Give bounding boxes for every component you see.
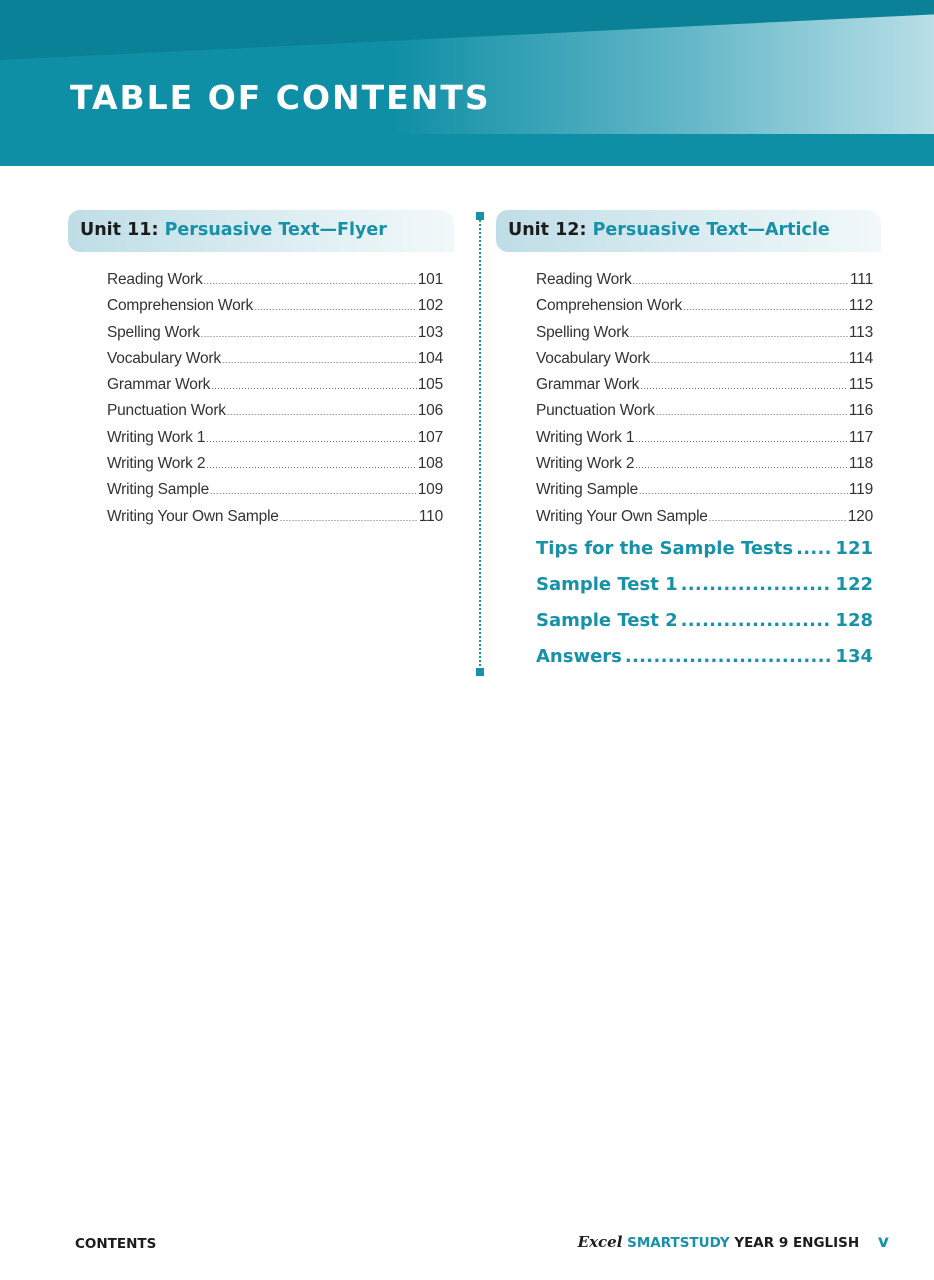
toc-entry-page: 120 <box>847 507 873 525</box>
toc-leader-dots <box>709 513 847 523</box>
toc-entry-label: Grammar Work <box>536 376 640 394</box>
toc-entry-page: 119 <box>848 481 873 499</box>
toc-entry <box>536 646 873 682</box>
toc-leader-dots <box>625 646 833 667</box>
toc-entry <box>536 508 873 534</box>
toc-entry-label: Comprehension Work <box>107 297 254 315</box>
toc-entry-label: Writing Sample <box>536 481 639 499</box>
unit-11-toc-list <box>107 271 443 534</box>
toc-leader-dots <box>633 276 850 286</box>
toc-entry <box>536 481 873 507</box>
toc-entry <box>107 324 443 350</box>
header-banner <box>0 0 934 166</box>
toc-entry-label: Grammar Work <box>107 376 211 394</box>
toc-entry <box>536 376 873 402</box>
unit-12-label: Unit 12: <box>508 220 587 240</box>
toc-entry <box>536 402 873 428</box>
toc-entry-label: Writing Work 2 <box>536 455 635 473</box>
toc-entry <box>536 350 873 376</box>
toc-leader-dots <box>683 302 848 312</box>
toc-entry-label: Comprehension Work <box>536 297 683 315</box>
toc-entry <box>107 402 443 428</box>
toc-leader-dots <box>635 434 848 444</box>
toc-entry-page: 116 <box>848 402 873 420</box>
toc-leader-dots <box>206 434 416 444</box>
toc-entry-label: Sample Test 1 <box>536 574 678 595</box>
toc-leader-dots <box>210 486 417 496</box>
toc-entry-label: Punctuation Work <box>536 402 655 420</box>
toc-entry <box>536 538 873 574</box>
toc-entry-page: 106 <box>417 402 443 420</box>
toc-entry-page: 121 <box>835 538 873 559</box>
toc-entry <box>536 455 873 481</box>
unit-12-toc-list <box>536 271 873 534</box>
toc-entry-page: 115 <box>848 376 873 394</box>
toc-leader-dots <box>201 329 417 339</box>
footer-book-title: YEAR 9 ENGLISH <box>734 1235 860 1251</box>
toc-entry <box>536 271 873 297</box>
footer-brand: Excel <box>577 1233 623 1251</box>
toc-entry-label: Reading Work <box>536 271 632 288</box>
toc-entry-label: Sample Test 2 <box>536 610 678 631</box>
toc-entry-page: 118 <box>848 455 873 473</box>
toc-entry-page: 107 <box>417 428 443 446</box>
unit-11-label: Unit 11: <box>80 220 159 240</box>
toc-entry <box>107 481 443 507</box>
toc-entry-label: Writing Work 1 <box>107 428 206 446</box>
column-divider <box>479 216 481 670</box>
toc-leader-dots <box>656 407 848 417</box>
toc-entry-label: Writing Your Own Sample <box>536 507 708 525</box>
footer-book-info <box>578 1232 889 1252</box>
toc-entry-page: 114 <box>848 349 873 367</box>
toc-entry-page: 109 <box>417 481 443 499</box>
toc-leader-dots <box>206 460 416 470</box>
toc-entry <box>536 610 873 646</box>
toc-entry-label: Vocabulary Work <box>107 349 221 367</box>
toc-entry <box>107 376 443 402</box>
toc-entry-page: 102 <box>417 297 443 315</box>
toc-entry <box>107 271 443 297</box>
divider-cap-bottom <box>476 668 484 676</box>
toc-entry <box>536 429 873 455</box>
toc-leader-dots <box>796 538 832 559</box>
toc-leader-dots <box>639 486 848 496</box>
toc-entry-page: 105 <box>417 376 443 394</box>
toc-entry-page: 104 <box>417 349 443 367</box>
unit-12-heading <box>496 210 881 252</box>
toc-leader-dots <box>630 329 848 339</box>
toc-entry <box>536 324 873 350</box>
toc-leader-dots <box>222 355 417 365</box>
toc-leader-dots <box>681 610 833 631</box>
toc-entry-page: 103 <box>417 323 443 341</box>
toc-entry-page: 112 <box>848 297 873 315</box>
toc-leader-dots <box>211 381 417 391</box>
unit-12-title: Persuasive Text—Article <box>592 220 830 240</box>
extras-toc-list <box>536 538 873 682</box>
toc-entry-label: Writing Sample <box>107 481 210 499</box>
toc-entry-label: Spelling Work <box>107 323 200 341</box>
toc-entry-page: 101 <box>417 271 443 288</box>
toc-entry-label: Tips for the Sample Tests <box>536 538 794 559</box>
toc-entry-label: Writing Work 2 <box>107 455 206 473</box>
toc-entry-label: Answers <box>536 646 622 667</box>
toc-entry-page: 128 <box>835 610 873 631</box>
toc-entry-page: 110 <box>418 507 443 525</box>
unit-11-heading <box>68 210 454 252</box>
toc-entry-label: Spelling Work <box>536 323 629 341</box>
toc-leader-dots <box>204 276 417 286</box>
toc-entry-label: Punctuation Work <box>107 402 226 420</box>
page-title: TABLE OF CONTENTS <box>70 78 491 117</box>
footer-series: SMARTSTUDY <box>627 1235 730 1251</box>
toc-entry <box>107 297 443 323</box>
toc-entry <box>107 455 443 481</box>
toc-entry-label: Writing Your Own Sample <box>107 507 279 525</box>
toc-entry-page: 113 <box>848 323 873 341</box>
toc-entry-page: 122 <box>835 574 873 595</box>
toc-entry <box>536 574 873 610</box>
unit-11-title: Persuasive Text—Flyer <box>164 220 387 240</box>
toc-leader-dots <box>681 574 833 595</box>
toc-entry-label: Vocabulary Work <box>536 349 650 367</box>
toc-leader-dots <box>254 302 417 312</box>
toc-leader-dots <box>227 407 417 417</box>
toc-leader-dots <box>640 381 848 391</box>
toc-leader-dots <box>635 460 848 470</box>
divider-cap-top <box>476 212 484 220</box>
toc-entry <box>536 297 873 323</box>
toc-entry-label: Writing Work 1 <box>536 428 635 446</box>
toc-entry <box>107 508 443 534</box>
toc-entry-page: 117 <box>848 428 873 446</box>
toc-entry-label: Reading Work <box>107 271 203 288</box>
toc-entry-page: 111 <box>850 271 873 288</box>
toc-entry-page: 134 <box>835 646 873 667</box>
toc-entry <box>107 350 443 376</box>
toc-leader-dots <box>280 513 418 523</box>
toc-entry <box>107 429 443 455</box>
toc-leader-dots <box>651 355 848 365</box>
footer-section-label: CONTENTS <box>75 1236 157 1252</box>
toc-entry-page: 108 <box>417 455 443 473</box>
footer-page-number: v <box>877 1232 889 1252</box>
